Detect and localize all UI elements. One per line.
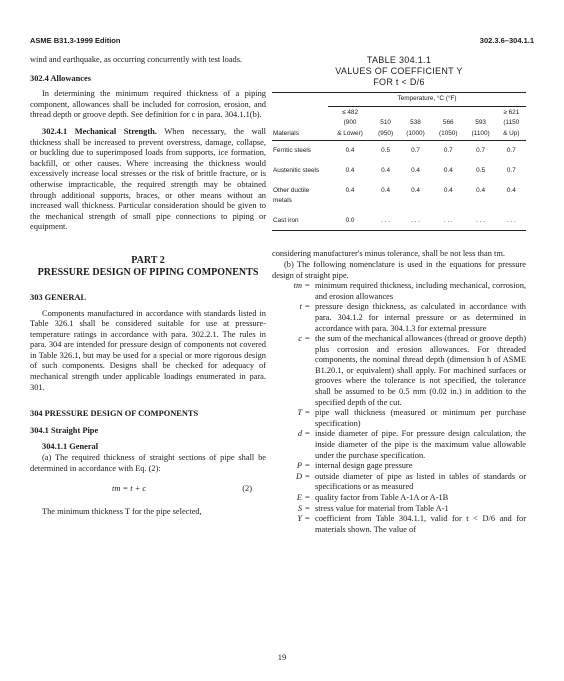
temp-col-2: 538 (1000) xyxy=(406,119,425,137)
temp-col-5: ≥ 621 (1150 & Up) xyxy=(503,108,520,137)
equation-text: tm = t + c xyxy=(112,484,147,494)
table-header-row xyxy=(272,106,526,141)
temp-col-3: 566 (1050) xyxy=(439,119,458,137)
paragraph-302-4-1 xyxy=(30,127,266,233)
equation-number: (2) xyxy=(242,484,252,494)
coefficient-table xyxy=(272,92,526,231)
part-heading-2: PRESSURE DESIGN OF PIPING COMPONENTS xyxy=(37,266,259,278)
temp-col-4: 593 (1100) xyxy=(471,119,490,137)
temperature-header: Temperature, °C (°F) xyxy=(328,93,526,107)
table-title-1: TABLE 304.1.1 xyxy=(366,55,432,65)
table-row: Austenitic steels 0.4 0.4 0.4 0.4 0.5 0.7 xyxy=(272,161,526,181)
paragraph-304-1-1: (a) The required thickness of straight sections of pipe shall be determined in accordance with Eq. (2): xyxy=(30,453,266,473)
nomenclature-item: D = outside diameter of pipe as listed in tables of standards or specifications or as measured xyxy=(295,471,526,492)
table-title-3: FOR t < D/6 xyxy=(373,77,425,87)
paragraph-302-4: In determining the minimum required thickness of a piping component, allowances shall be included for corrosion, erosion, and thread depth or groove depth. See definition for c in para. 304.1.1(b). xyxy=(30,89,266,120)
nomenclature-item: Y = coefficient from Table 304.1.1, valid for t < D/6 and for materials shown. The value of xyxy=(297,514,526,534)
part-heading-1: PART 2 xyxy=(131,254,165,266)
table-row: Ferritic steels 0.4 0.5 0.7 0.7 0.7 0.7 xyxy=(272,141,526,161)
material-cell: Ferritic steels xyxy=(273,147,311,155)
paragraph-nomenclature-intro: (b) The following nomenclature is used in the equations for pressure design of straight pipe. xyxy=(272,259,526,280)
table-row: Other ductile metals 0.4 0.4 0.4 0.4 0.4 0.4 xyxy=(272,181,526,211)
table-title-2: VALUES OF COEFFICIENT Y xyxy=(335,66,463,76)
temp-col-1: 510 (950) xyxy=(378,119,394,137)
left-column xyxy=(30,55,266,517)
heading-304: 304 PRESSURE DESIGN OF COMPONENTS xyxy=(30,409,199,419)
nomenclature-item: c = the sum of the mechanical allowances (thread or groove depth) plus corrosion and erosion allowances. For threaded components, the nominal thread depth (dimension h of ASME B1.20.1, or equivalent) shall apply. For machined surfaces or grooves where the tolerance is not specified, the tolerance shall be assumed to be 0.5 mm (0.02 in.) in addition to the specified depth of the cut. xyxy=(298,334,526,407)
paragraph-consider: considering manufacturer's minus tolerance, shall be not less than tm. xyxy=(272,249,505,259)
heading-304-1: 304.1 Straight Pipe xyxy=(30,425,99,435)
header-left: ASME B31.3-1999 Edition xyxy=(30,36,121,45)
materials-header: Materials xyxy=(273,129,299,137)
paragraph-wind: wind and earthquake, as occurring concurrently with test loads. xyxy=(30,55,243,64)
nomenclature-list xyxy=(272,281,526,535)
right-column xyxy=(272,55,526,535)
material-cell: Austenitic steels xyxy=(273,166,320,174)
nomenclature-item: S = stress value for material from Table A-1 xyxy=(297,503,449,513)
heading-304-1-1: 304.1.1 General xyxy=(42,442,99,452)
paragraph-min-thickness: The minimum thickness T for the pipe selected, xyxy=(42,506,202,516)
temp-col-0: ≤ 482 (900 & Lower) xyxy=(337,108,363,137)
nomenclature-item: P = internal design gage pressure xyxy=(296,461,413,471)
material-cell: Other ductile metals xyxy=(273,186,310,205)
nomenclature-item: tm = minimum required thickness, including mechanical, corrosion, and erosion allowances xyxy=(293,281,526,301)
paragraph-302-4-1-text: When necessary, the wall thickness shall be increased to prevent overstress, damage, collapse, or buckling due to superimposed loads from supports, ice formation, backfill, or other causes. Where increasing the thickness would excessively increase local stresses or the risk of brittle fracture, or is otherwise impracticable, the required strength may be obtained through additional supports, braces, or other means without an increased wall thickness. Particular consideration should be given to the mechanical strength of small pipe connections to piping or equipment. xyxy=(30,126,266,232)
header-right: 302.3.6–304.1.1 xyxy=(479,36,534,45)
paragraph-303: Components manufactured in accordance with standards listed in Table 326.1 shall be considered suitable for use at pressure-temperature ratings in accordance with para. 302.2.1. The rules in para. 304 are intended for pressure design of components not covered in Table 326.1, but may be used for a special or more rigorous design of such components. Designs shall be checked for adequacy of mechanical strength under applicable loadings enumerated in para. 301. xyxy=(30,308,266,392)
nomenclature-item: T = pipe wall thickness (measured or minimum per purchase specification) xyxy=(297,408,526,428)
material-cell: Cast iron xyxy=(273,216,299,224)
heading-303: 303 GENERAL xyxy=(30,292,87,302)
nomenclature-item: E = quality factor from Table A-1A or A-1B xyxy=(296,493,449,502)
heading-302-4-1: 302.4.1 Mechanical Strength. xyxy=(42,126,157,136)
page-number: 19 xyxy=(277,652,287,662)
table-corner xyxy=(272,93,328,107)
nomenclature-item: d = inside diameter of pipe. For pressure design calculation, the inside diameter of the pipe is the maximum value allowable under the purchase specification. xyxy=(297,429,526,460)
table-row: Cast iron 0.0 . . . . . . . . . . . . . . . xyxy=(272,211,526,231)
heading-302-4: 302.4 Allowances xyxy=(30,73,91,83)
equation-2 xyxy=(30,484,266,495)
nomenclature-item: t = pressure design thickness, as calculated in accordance with para. 304.1.2 for internal pressure or as determined in accordance with para. 304.1.3 for external pressure xyxy=(299,302,526,333)
